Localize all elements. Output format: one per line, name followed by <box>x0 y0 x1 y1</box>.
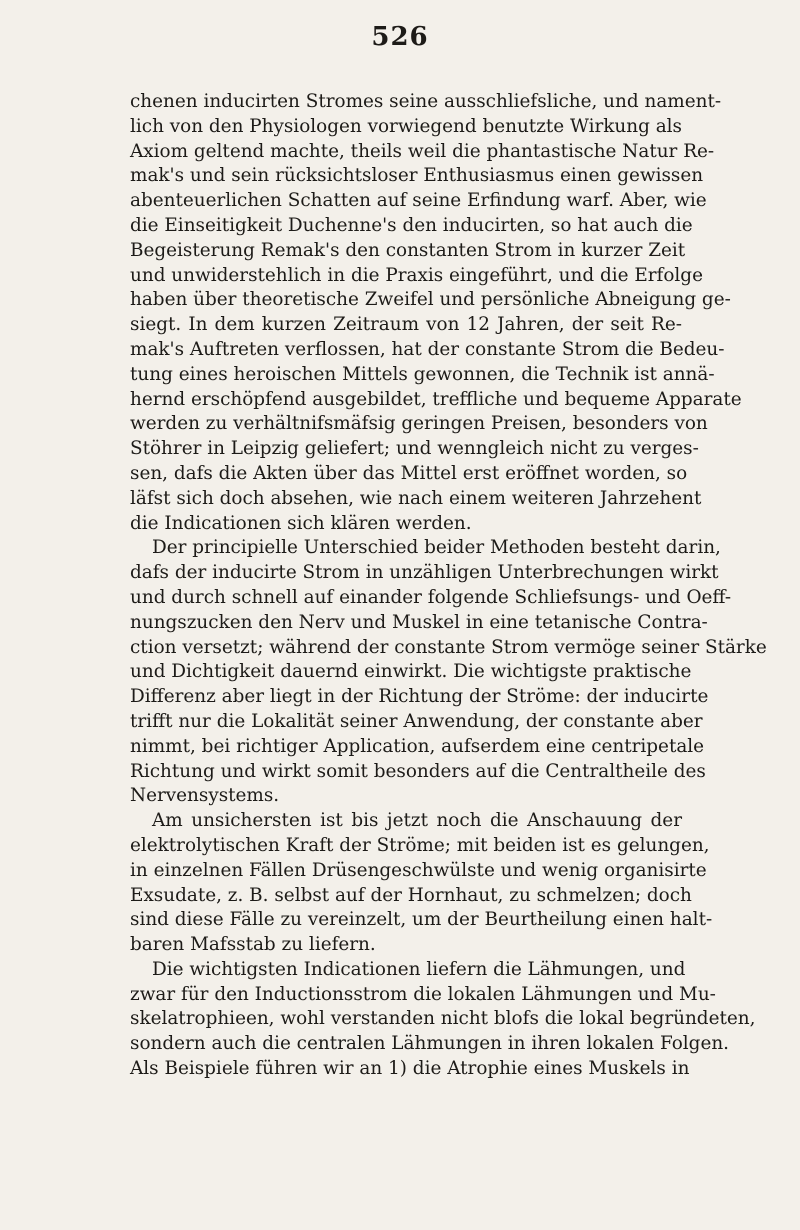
text-line: trifft nur die Lokalität seiner Anwendung, der constante aber <box>130 710 703 732</box>
text-line: Der principielle Unterschied beider Methoden besteht darin, <box>152 537 721 559</box>
text-line: Nervensystems. <box>130 785 280 807</box>
text-line: sondern auch die centralen Lähmungen in ihren lokalen Folgen. <box>130 1033 730 1055</box>
text-line: läfst sich doch absehen, wie nach einem weiteren Jahrzehent <box>130 487 702 509</box>
text-line: in einzelnen Fällen Drüsengeschwülste und wenig organisirte <box>130 859 707 881</box>
text-line: Richtung und wirkt somit besonders auf die Centraltheile des <box>130 760 706 782</box>
text-line: und Dichtigkeit dauernd einwirkt. Die wichtigste praktische <box>130 661 692 683</box>
text-line: Differenz aber liegt in der Richtung der Ströme: der inducirte <box>130 686 709 708</box>
text-line: skelatrophieen, wohl verstanden nicht blofs die lokal begründeten, <box>130 1008 756 1030</box>
text-line: elektrolytischen Kraft der Ströme; mit beiden ist es gelungen, <box>130 834 710 856</box>
text-line: baren Mafsstab zu liefern. <box>130 934 376 956</box>
text-line: sen, dafs die Akten über das Mittel erst eröffnet worden, so <box>130 462 688 484</box>
text-line: sind diese Fälle zu vereinzelt, um der Beurtheilung einen halt- <box>130 909 713 931</box>
text-line: ction versetzt; während der constante Strom vermöge seiner Stärke <box>130 636 767 658</box>
page-number: 526 <box>371 22 429 52</box>
text-line: Begeisterung Remak's den constanten Strom in kurzer Zeit <box>130 239 686 261</box>
text-line: haben über theoretische Zweifel und persönliche Abneigung ge- <box>130 289 731 311</box>
text-line: hernd erschöpfend ausgebildet, treffliche und bequeme Apparate <box>130 388 742 410</box>
text-line: abenteuerlichen Schatten auf seine Erfindung warf. Aber, wie <box>130 190 707 212</box>
text-line: die Einseitigkeit Duchenne's den inducirten, so hat auch die <box>130 214 693 236</box>
text-line: Die wichtigsten Indicationen liefern die Lähmungen, und <box>152 958 686 980</box>
text-line: nungszucken den Nerv und Muskel in eine tetanische Contra- <box>130 611 708 633</box>
text-line: tung eines heroischen Mittels gewonnen, die Technik ist annä- <box>130 363 715 385</box>
text-line: werden zu verhältnifsmäfsig geringen Preisen, besonders von <box>130 413 708 435</box>
text-line: lich von den Physiologen vorwiegend benutzte Wirkung als <box>130 115 682 137</box>
text-line: dafs der inducirte Strom in unzähligen Unterbrechungen wirkt <box>130 562 719 584</box>
text-line: nimmt, bei richtiger Application, aufserdem eine centripetale <box>130 735 705 757</box>
body-text <box>130 90 767 1082</box>
text-line: die Indicationen sich klären werden. <box>130 512 472 534</box>
text-line: Exsudate, z. B. selbst auf der Hornhaut, zu schmelzen; doch <box>130 884 692 906</box>
text-line: Als Beispiele führen wir an 1) die Atrophie eines Muskels in <box>130 1058 690 1080</box>
text-line: Stöhrer in Leipzig geliefert; und wenngleich nicht zu verges- <box>130 438 699 460</box>
text-line: und durch schnell auf einander folgende Schliefsungs- und Oeff- <box>130 586 732 608</box>
text-line: chenen inducirten Stromes seine ausschliefsliche, und nament- <box>130 91 722 112</box>
text-line: zwar für den Inductionsstrom die lokalen Lähmungen und Mu- <box>130 983 716 1005</box>
text-line: siegt. In dem kurzen Zeitraum von 12 Jahren, der seit Re- <box>130 314 682 336</box>
text-line: mak's Auftreten verflossen, hat der constante Strom die Bedeu- <box>130 338 725 360</box>
text-line: Am unsichersten ist bis jetzt noch die Anschauung der <box>152 810 682 832</box>
text-line: mak's und sein rücksichtsloser Enthusiasmus einen gewissen <box>130 165 704 187</box>
text-line: Axiom geltend machte, theils weil die phantastische Natur Re- <box>130 140 715 162</box>
text-line: und unwiderstehlich in die Praxis eingeführt, und die Erfolge <box>130 264 703 286</box>
